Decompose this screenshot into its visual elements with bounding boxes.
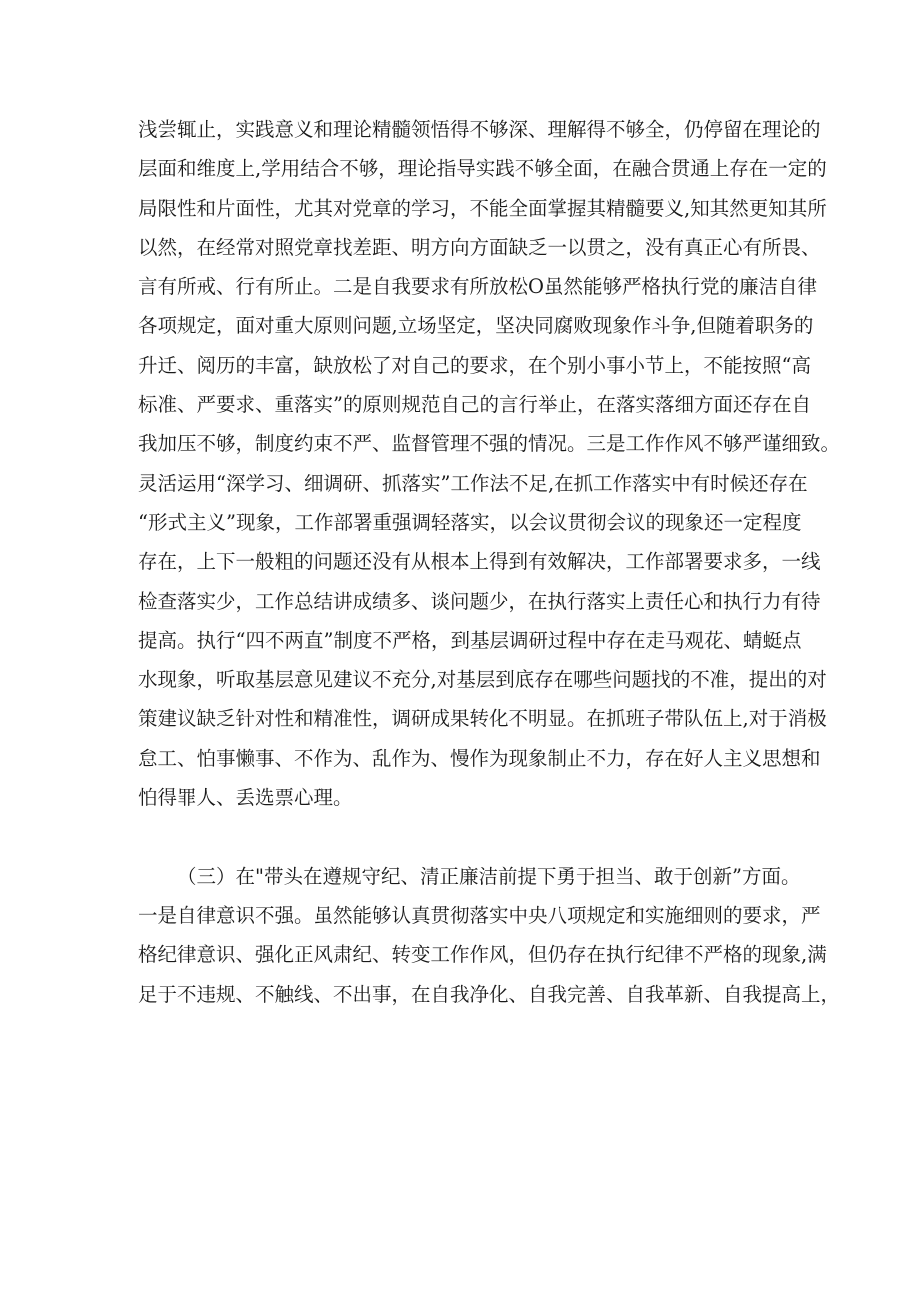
text-line: 层面和维度上,学用结合不够，理论指导实践不够全面，在融合贯通上存在一定的 xyxy=(138,157,827,181)
text-line: 标准、严要求、重落实”的原则规范自己的言行举止，在落实落细方面还存在自 xyxy=(138,393,811,417)
text-line: 存在，上下一般粗的问题还没有从根本上得到有效解决，工作部署要求多，一线 xyxy=(138,550,821,574)
text-line: “形式主义”现象，工作部署重强调轻落实，以会议贯彻会议的现象还一定程度 xyxy=(138,510,802,534)
text-line: 策建议缺乏针对性和精准性，调研成果转化不明显。在抓班子带队伍上,对于消极 xyxy=(138,707,827,731)
paragraph-spacer xyxy=(138,817,798,856)
text-line: 一是自律意识不强。虽然能够认真贯彻落实中央八项规定和实施细则的要求，严 xyxy=(138,903,821,927)
paragraph-1 xyxy=(138,110,841,817)
text-line: 局限性和片面性，尤其对党章的学习，不能全面掌握其精髓要义,知其然更知其所 xyxy=(138,196,827,220)
text-line: 灵活运用“深学习、细调研、抓落实”工作法不足,在抓工作落实中有时候还存在 xyxy=(138,471,808,495)
text-line: 我加压不够，制度约束不严、监督管理不强的情况。三是工作作风不够严谨细致。 xyxy=(138,432,841,456)
text-line: 浅尝辄止，实践意义和理论精髓领悟得不够深、理解得不够全，仍停留在理论的 xyxy=(138,118,821,141)
text-line: 格纪律意识、强化正风肃纪、转变工作作风，但仍存在执行纪律不严格的现象,满 xyxy=(138,943,827,967)
text-line: 水现象，听取基层意见建议不充分,对基层到底存在哪些问题找的不准，提出的对 xyxy=(138,668,827,692)
document-body xyxy=(138,110,841,1014)
paragraph-2 xyxy=(138,857,841,1014)
text-line: 以然，在经常对照党章找差距、明方向方面缺乏一以贯之，没有真正心有所畏、 xyxy=(138,235,821,259)
text-line: 足于不违规、不触线、不出事，在自我净化、自我完善、自我革新、自我提高上， xyxy=(138,982,841,1006)
text-line: 各项规定，面对重大原则问题,立场坚定，坚决同腐败现象作斗争,但随着职务的 xyxy=(138,314,814,338)
text-line: 升迁、阅历的丰富，缺放松了对自己的要求，在个别小事小节上，不能按照“高 xyxy=(138,353,811,377)
section-heading-line: （三）在"带头在遵规守纪、清正廉洁前提下勇于担当、敢于创新”方面。 xyxy=(177,864,801,888)
text-line: 怠工、怕事懒事、不作为、乱作为、慢作为现象制止不力，存在好人主义思想和 xyxy=(138,746,821,770)
text-line: 言有所戒、行有所止。二是自我要求有所放松O虽然能够严格执行党的廉洁自律 xyxy=(138,275,817,299)
text-line: 检查落实少，工作总结讲成绩多、谈问题少，在执行落实上责任心和执行力有待 xyxy=(138,589,821,613)
text-line: 提高。执行“四不两直”制度不严格，到基层调研过程中存在走马观花、蜻蜓点 xyxy=(138,628,802,652)
text-line: 怕得罪人、丢选票心理。 xyxy=(138,786,353,810)
